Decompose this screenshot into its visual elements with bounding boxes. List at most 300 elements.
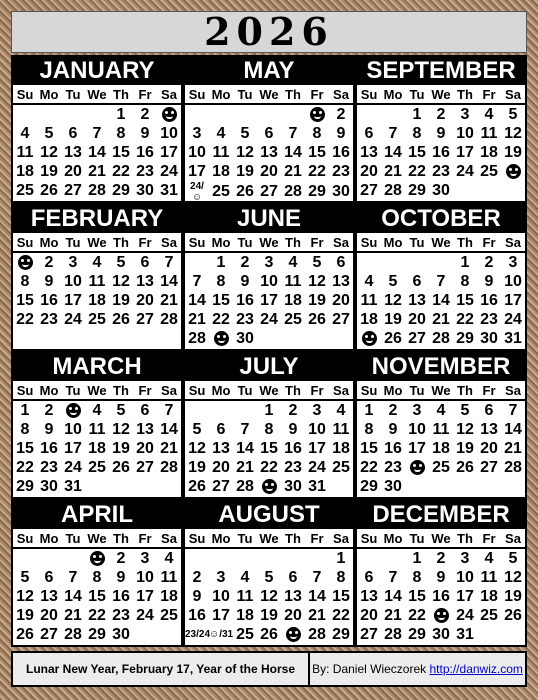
day-cell: 5 (116, 401, 126, 419)
weekday-header: We (257, 233, 281, 252)
empty-cell (501, 477, 525, 496)
day-cell: 29 (308, 183, 326, 200)
day-cell: 10 (136, 568, 154, 586)
weekday-header: Tu (61, 233, 85, 252)
weekday-header: Th (109, 529, 133, 548)
day-cell: 13 (332, 272, 350, 290)
weekday-header: Mo (37, 381, 61, 400)
day-cell: 27 (260, 183, 278, 200)
empty-cell (133, 477, 157, 496)
day-cell: 13 (360, 143, 378, 161)
day-cell: 21 (160, 439, 178, 457)
day-cell: 11 (480, 124, 498, 142)
day-cell: 14 (160, 420, 178, 438)
day-cell: 11 (212, 143, 230, 161)
month-september (355, 55, 527, 203)
weekday-header: Fr (133, 529, 157, 548)
day-cell: 15 (16, 291, 34, 309)
weekday-header: Su (357, 85, 381, 104)
day-cell: 18 (212, 162, 230, 180)
empty-cell (257, 548, 281, 568)
day-cell: 12 (260, 587, 278, 605)
month-march (11, 351, 183, 499)
day-cell: 13 (136, 420, 154, 438)
weekday-header: Sa (501, 233, 525, 252)
empty-cell (37, 548, 61, 568)
months-grid (11, 55, 527, 647)
weekday-header: Th (281, 233, 305, 252)
day-cell: 5 (508, 105, 518, 123)
day-cell: 16 (284, 439, 302, 457)
full-moon-icon (13, 252, 37, 272)
weekday-header: Sa (157, 529, 181, 548)
day-cell: 28 (384, 181, 402, 199)
day-cell: 19 (16, 606, 34, 624)
day-cell: 16 (40, 439, 58, 457)
weekday-header: Sa (157, 233, 181, 252)
day-cell: 9 (436, 568, 446, 586)
day-cell: 19 (40, 162, 58, 180)
moon-face-icon (66, 403, 81, 418)
day-cell: 22 (408, 162, 426, 180)
day-cell: 14 (504, 420, 522, 438)
day-cell: 18 (480, 587, 498, 605)
weekday-header: Th (109, 85, 133, 104)
weekday-header: We (429, 381, 453, 400)
day-cell: 5 (264, 568, 274, 586)
day-cell: 6 (288, 568, 298, 586)
day-cell: 8 (20, 420, 30, 438)
day-cell: 2 (288, 401, 298, 419)
day-cell: 24 (456, 162, 474, 180)
empty-cell (209, 400, 233, 420)
empty-cell (209, 104, 233, 124)
day-cell: 5 (312, 253, 322, 271)
day-cell: 14 (308, 587, 326, 605)
day-cell: 1 (116, 105, 126, 123)
day-cell: 3 (68, 253, 78, 271)
empty-cell (85, 477, 109, 496)
day-cell: 17 (504, 291, 522, 309)
day-cell: 11 (480, 568, 498, 586)
day-cell: 7 (312, 568, 322, 586)
empty-cell (477, 625, 501, 644)
weekday-header: We (85, 233, 109, 252)
day-cell: 15 (16, 439, 34, 457)
day-cell: 21 (504, 439, 522, 457)
empty-cell (281, 104, 305, 124)
day-cell: 11 (88, 420, 106, 438)
day-cell: 22 (456, 310, 474, 328)
day-cell: 10 (64, 272, 82, 290)
day-cell: 6 (364, 124, 374, 142)
day-cell: 22 (112, 162, 130, 180)
month-name: JUNE (185, 205, 353, 233)
weekday-header: Mo (209, 85, 233, 104)
day-cell: 9 (44, 420, 54, 438)
day-cell: 17 (260, 291, 278, 309)
weekday-header: Mo (209, 381, 233, 400)
day-cell: 20 (212, 458, 230, 476)
day-cell: 30 (284, 477, 302, 495)
day-cell: 15 (456, 291, 474, 309)
day-cell: 7 (68, 568, 78, 586)
day-cell: 11 (88, 272, 106, 290)
day-cell: 4 (92, 253, 102, 271)
month-name: MAY (185, 57, 353, 85)
day-cell: 28 (160, 310, 178, 328)
day-cell: 24 (504, 310, 522, 328)
day-cell: 12 (40, 143, 58, 161)
day-cell: 9 (192, 587, 202, 605)
weekday-header: Tu (233, 85, 257, 104)
day-cell: 7 (436, 272, 446, 290)
weekday-header: Th (281, 381, 305, 400)
day-cell: 1 (20, 401, 30, 419)
day-cell: 15 (360, 439, 378, 457)
empty-cell (329, 477, 353, 496)
day-cell: 23 (384, 458, 402, 476)
day-cell: 3 (312, 401, 322, 419)
day-cell: 24 (64, 458, 82, 476)
day-cell: 4 (336, 401, 346, 419)
month-name: JANUARY (13, 57, 181, 85)
weekday-header: Su (13, 381, 37, 400)
moon-face-icon (18, 255, 33, 270)
day-cell: 7 (192, 272, 202, 290)
day-cell: 17 (308, 439, 326, 457)
empty-cell (233, 548, 257, 568)
day-cell: 28 (384, 625, 402, 643)
weekday-header: Th (109, 381, 133, 400)
day-cell: 9 (240, 272, 250, 290)
day-cell: 1 (412, 105, 422, 123)
day-cell: 25 (88, 458, 106, 476)
empty-cell (305, 329, 329, 348)
weekday-header: Mo (381, 85, 405, 104)
day-cell: 14 (384, 143, 402, 161)
day-cell: 4 (364, 272, 374, 290)
day-cell: 22 (16, 310, 34, 328)
day-cell: 6 (140, 401, 150, 419)
day-cell: 6 (68, 124, 78, 142)
day-cell: 7 (164, 253, 174, 271)
day-cell: 7 (388, 568, 398, 586)
day-cell: 28 (504, 458, 522, 476)
weekday-header: Mo (381, 233, 405, 252)
day-cell: 23 (40, 310, 58, 328)
day-cell: 2 (240, 253, 250, 271)
day-cell: 20 (260, 162, 278, 180)
weekday-header: Fr (133, 85, 157, 104)
day-cell: 29 (456, 329, 474, 347)
day-cell: 18 (16, 162, 34, 180)
day-cell: 15 (112, 143, 130, 161)
day-cell: 2 (436, 105, 446, 123)
day-cell: 7 (240, 420, 250, 438)
weekday-header: Sa (329, 381, 353, 400)
day-cell: 8 (460, 272, 470, 290)
day-cell: 26 (504, 606, 522, 624)
moon-face-icon (162, 107, 177, 122)
day-cell: 2 (436, 549, 446, 567)
day-cell: 27 (360, 625, 378, 643)
weekday-header: Sa (329, 85, 353, 104)
weekday-header: Tu (233, 381, 257, 400)
full-moon-icon (405, 458, 429, 477)
day-cell: 9 (44, 272, 54, 290)
day-cell: 8 (116, 124, 126, 142)
day-cell: 28 (64, 625, 82, 643)
day-cell: 23 (432, 162, 450, 180)
day-cell: 27 (136, 458, 154, 476)
day-cell: 23 (480, 310, 498, 328)
day-cell: 4 (92, 401, 102, 419)
day-cell: 13 (40, 587, 58, 605)
empty-cell (157, 625, 181, 644)
weekday-header: Mo (209, 529, 233, 548)
day-cell: 27 (212, 477, 230, 495)
day-cell: 22 (212, 310, 230, 328)
day-cell: 12 (384, 291, 402, 309)
day-cell: 10 (212, 587, 230, 605)
credit (310, 653, 525, 685)
day-cell: 10 (504, 272, 522, 290)
empty-cell (37, 104, 61, 124)
full-moon-icon (209, 329, 233, 348)
day-cell: 31 (456, 625, 474, 643)
split-day-cell: 23/24 (185, 629, 211, 640)
day-cell: 5 (44, 124, 54, 142)
weekday-header: Mo (37, 233, 61, 252)
moon-face-icon (310, 107, 325, 122)
moon-face-icon (362, 331, 377, 346)
moon-face-icon (410, 460, 425, 475)
day-cell: 17 (160, 143, 178, 161)
day-cell: 19 (504, 143, 522, 161)
day-cell: 26 (456, 458, 474, 476)
weekday-header: We (85, 85, 109, 104)
day-cell: 30 (332, 183, 350, 200)
day-cell: 4 (164, 549, 174, 567)
day-cell: 19 (260, 606, 278, 624)
day-cell: 18 (88, 291, 106, 309)
day-cell: 21 (160, 291, 178, 309)
day-cell: 8 (336, 568, 346, 586)
weekday-header: Th (281, 85, 305, 104)
day-cell: 5 (240, 124, 250, 142)
empty-cell (13, 548, 37, 568)
weekday-header: Su (13, 233, 37, 252)
weekday-header: Su (357, 381, 381, 400)
month-december (355, 499, 527, 647)
day-cell: 12 (504, 568, 522, 586)
weekday-header: Th (453, 529, 477, 548)
day-cell: 29 (332, 625, 350, 643)
month-october (355, 203, 527, 351)
day-cell: 11 (284, 272, 302, 290)
weekday-header: Mo (37, 85, 61, 104)
day-cell: 30 (236, 329, 254, 347)
moon-face-icon (506, 164, 521, 179)
day-cell: 30 (480, 329, 498, 347)
weekday-header: We (429, 85, 453, 104)
day-cell: 18 (160, 587, 178, 605)
day-cell: 18 (236, 606, 254, 624)
footer (11, 651, 527, 687)
day-cell: 19 (456, 439, 474, 457)
day-cell: 30 (384, 477, 402, 495)
empty-cell (233, 400, 257, 420)
empty-cell (305, 548, 329, 568)
empty-cell (185, 252, 209, 272)
day-cell: 18 (432, 439, 450, 457)
day-cell: 27 (360, 181, 378, 199)
day-cell: 25 (160, 606, 178, 624)
day-cell: 11 (236, 587, 254, 605)
day-cell: 22 (408, 606, 426, 624)
day-cell: 29 (408, 625, 426, 643)
weekday-header: Tu (233, 529, 257, 548)
empty-cell (429, 252, 453, 272)
day-cell: 8 (216, 272, 226, 290)
month-name: SEPTEMBER (357, 57, 525, 85)
day-cell: 21 (88, 162, 106, 180)
day-cell: 22 (332, 606, 350, 624)
day-cell: 2 (336, 105, 346, 123)
empty-cell (381, 252, 405, 272)
weekday-header: Sa (157, 381, 181, 400)
day-cell: 17 (212, 606, 230, 624)
empty-cell (209, 548, 233, 568)
day-cell: 12 (236, 143, 254, 161)
day-cell: 4 (288, 253, 298, 271)
weekday-header: Tu (233, 233, 257, 252)
month-name: MARCH (13, 353, 181, 381)
day-cell: 30 (432, 181, 450, 199)
day-cell: 10 (160, 124, 178, 142)
day-cell: 25 (432, 458, 450, 476)
website-link[interactable]: http://danwiz.com (429, 662, 523, 676)
full-moon-icon (257, 477, 281, 496)
day-cell: 13 (260, 143, 278, 161)
day-cell: 15 (212, 291, 230, 309)
day-cell: 1 (336, 549, 346, 567)
day-cell: 6 (140, 253, 150, 271)
day-cell: 9 (484, 272, 494, 290)
weekday-header: Su (185, 233, 209, 252)
day-cell: 20 (332, 291, 350, 309)
day-cell: 16 (432, 587, 450, 605)
day-cell: 20 (360, 606, 378, 624)
weekday-header: Fr (133, 381, 157, 400)
empty-cell (329, 329, 353, 348)
day-cell: 31 (504, 329, 522, 347)
day-cell: 8 (412, 568, 422, 586)
empty-cell (133, 625, 157, 644)
day-cell: 1 (412, 549, 422, 567)
full-moon-icon (281, 625, 305, 644)
empty-cell (61, 548, 85, 568)
weekday-header: Sa (329, 233, 353, 252)
day-cell: 27 (40, 625, 58, 643)
day-cell: 10 (408, 420, 426, 438)
weekday-header: Th (281, 529, 305, 548)
weekday-header: Fr (133, 233, 157, 252)
day-cell: 21 (188, 310, 206, 328)
day-cell: 23 (236, 310, 254, 328)
day-cell: 27 (136, 310, 154, 328)
day-cell: 16 (112, 587, 130, 605)
day-cell: 2 (116, 549, 126, 567)
day-cell: 18 (284, 291, 302, 309)
day-cell: 24 (136, 606, 154, 624)
day-cell: 24 (308, 458, 326, 476)
day-cell: 16 (384, 439, 402, 457)
moon-face-icon (214, 331, 229, 346)
day-cell: 26 (112, 458, 130, 476)
day-cell: 6 (264, 124, 274, 142)
month-november (355, 351, 527, 499)
empty-cell (501, 625, 525, 644)
day-cell: 21 (384, 162, 402, 180)
weekday-header: Fr (305, 529, 329, 548)
day-cell: 1 (364, 401, 374, 419)
day-cell: 20 (284, 606, 302, 624)
day-cell: 20 (480, 439, 498, 457)
day-cell: 21 (384, 606, 402, 624)
day-cell: 7 (508, 401, 518, 419)
day-cell: 6 (412, 272, 422, 290)
day-cell: 3 (140, 549, 150, 567)
day-cell: 16 (40, 291, 58, 309)
weekday-header: Fr (477, 529, 501, 548)
weekday-header: Fr (477, 381, 501, 400)
day-cell: 7 (388, 124, 398, 142)
day-cell: 8 (264, 420, 274, 438)
day-cell: 12 (188, 439, 206, 457)
weekday-header: Su (185, 529, 209, 548)
day-cell: 1 (216, 253, 226, 271)
day-cell: 12 (456, 420, 474, 438)
full-moon-icon (61, 400, 85, 420)
day-cell: 18 (480, 143, 498, 161)
moon-face-icon (286, 627, 301, 642)
empty-cell (453, 477, 477, 496)
empty-cell (233, 104, 257, 124)
day-cell: 1 (264, 401, 274, 419)
weekday-header: We (85, 529, 109, 548)
day-cell: 15 (260, 439, 278, 457)
weekday-header: Fr (477, 85, 501, 104)
day-cell: 22 (308, 162, 326, 180)
day-cell: 3 (460, 105, 470, 123)
weekday-header: Mo (37, 529, 61, 548)
split-day-cell: 24/☺ (190, 181, 204, 203)
day-cell: 10 (188, 143, 206, 161)
day-cell: 30 (432, 625, 450, 643)
month-name: JULY (185, 353, 353, 381)
day-cell: 3 (412, 401, 422, 419)
day-cell: 17 (456, 143, 474, 161)
month-name: OCTOBER (357, 205, 525, 233)
day-cell: 4 (484, 549, 494, 567)
day-cell: 16 (236, 291, 254, 309)
day-cell: 26 (112, 310, 130, 328)
month-name: NOVEMBER (357, 353, 525, 381)
day-cell: 21 (308, 606, 326, 624)
day-cell: 19 (188, 458, 206, 476)
